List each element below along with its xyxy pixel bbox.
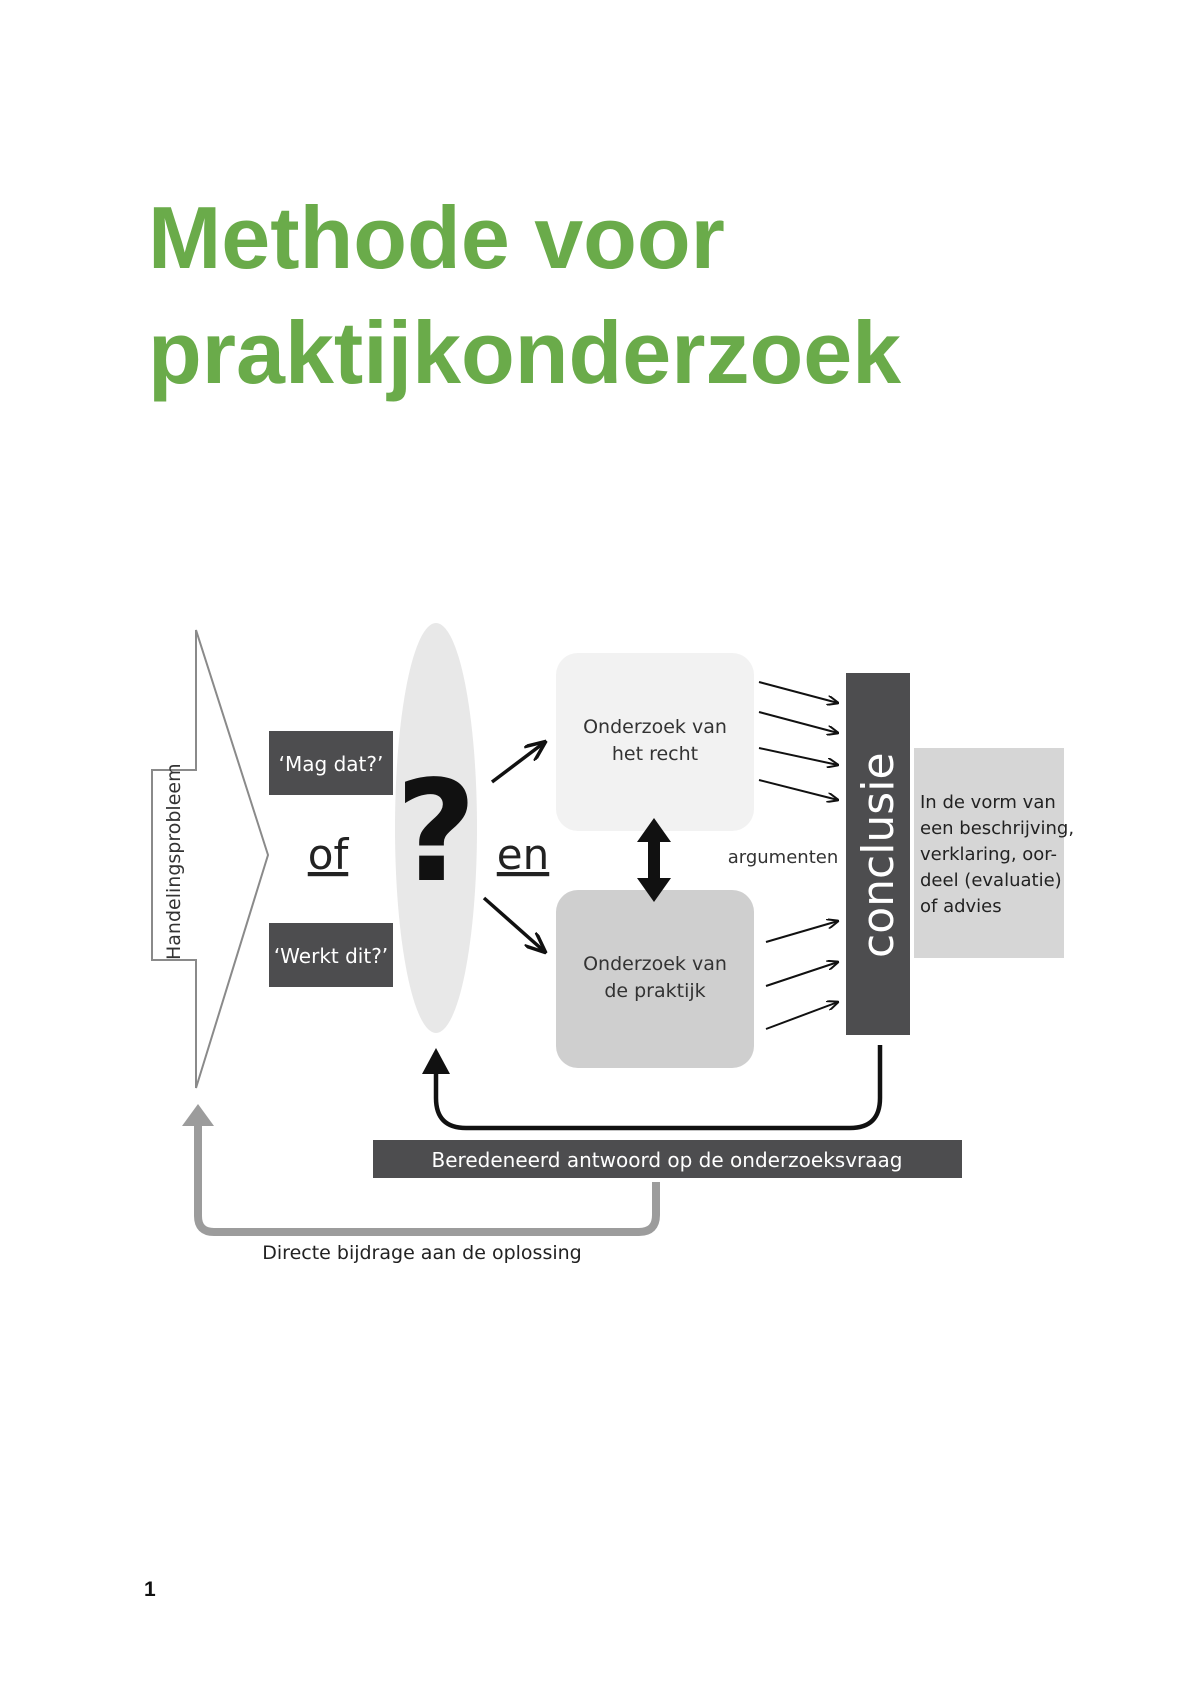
conclusion-label: conclusie bbox=[853, 752, 904, 958]
page-number: 1 bbox=[144, 1578, 156, 1601]
arrow-to-practice-research bbox=[484, 898, 545, 952]
practice-research-line-1: Onderzoek van bbox=[583, 953, 727, 975]
form-text-line: In de vorm van bbox=[920, 792, 1056, 813]
argument-arrow bbox=[766, 1002, 838, 1029]
question-mark: ? bbox=[395, 751, 477, 914]
law-research-box bbox=[556, 653, 754, 831]
feedback-arrowhead bbox=[422, 1048, 450, 1074]
argument-arrow bbox=[759, 682, 838, 703]
contribution-arrowhead bbox=[182, 1104, 214, 1126]
argument-arrow bbox=[759, 780, 838, 800]
law-research-line-1: Onderzoek van bbox=[583, 716, 727, 738]
argument-arrow bbox=[759, 748, 838, 765]
law-research-line-2: het recht bbox=[611, 743, 699, 765]
practice-research-line-2: de praktijk bbox=[604, 980, 706, 1002]
contribution-label: Directe bijdrage aan de oplossing bbox=[262, 1242, 582, 1264]
form-text-line: deel (evaluatie) bbox=[920, 870, 1062, 891]
argument-arrow bbox=[766, 962, 838, 986]
form-text-line: of advies bbox=[920, 896, 1002, 917]
answer-bar-label: Beredeneerd antwoord op de onderzoeksvraag bbox=[431, 1148, 903, 1172]
arrow-to-law-research bbox=[492, 742, 545, 782]
argument-arrow bbox=[759, 712, 838, 733]
question-mag-dat: ‘Mag dat?’ bbox=[278, 752, 384, 776]
title-line-1: Methode voor bbox=[148, 188, 725, 287]
arguments-label: argumenten bbox=[727, 847, 839, 868]
form-text-line: een beschrijving, bbox=[920, 818, 1075, 839]
form-text-line: verklaring, oor- bbox=[920, 844, 1058, 865]
practice-research-box bbox=[556, 890, 754, 1068]
connector-of: of bbox=[307, 830, 349, 879]
problem-label: Handelingsprobleem bbox=[163, 763, 185, 960]
connector-en: en bbox=[496, 830, 550, 879]
argument-arrow bbox=[766, 921, 838, 942]
question-werkt-dit: ‘Werkt dit?’ bbox=[273, 944, 389, 968]
title-line-2: praktijkonderzoek bbox=[148, 303, 902, 402]
